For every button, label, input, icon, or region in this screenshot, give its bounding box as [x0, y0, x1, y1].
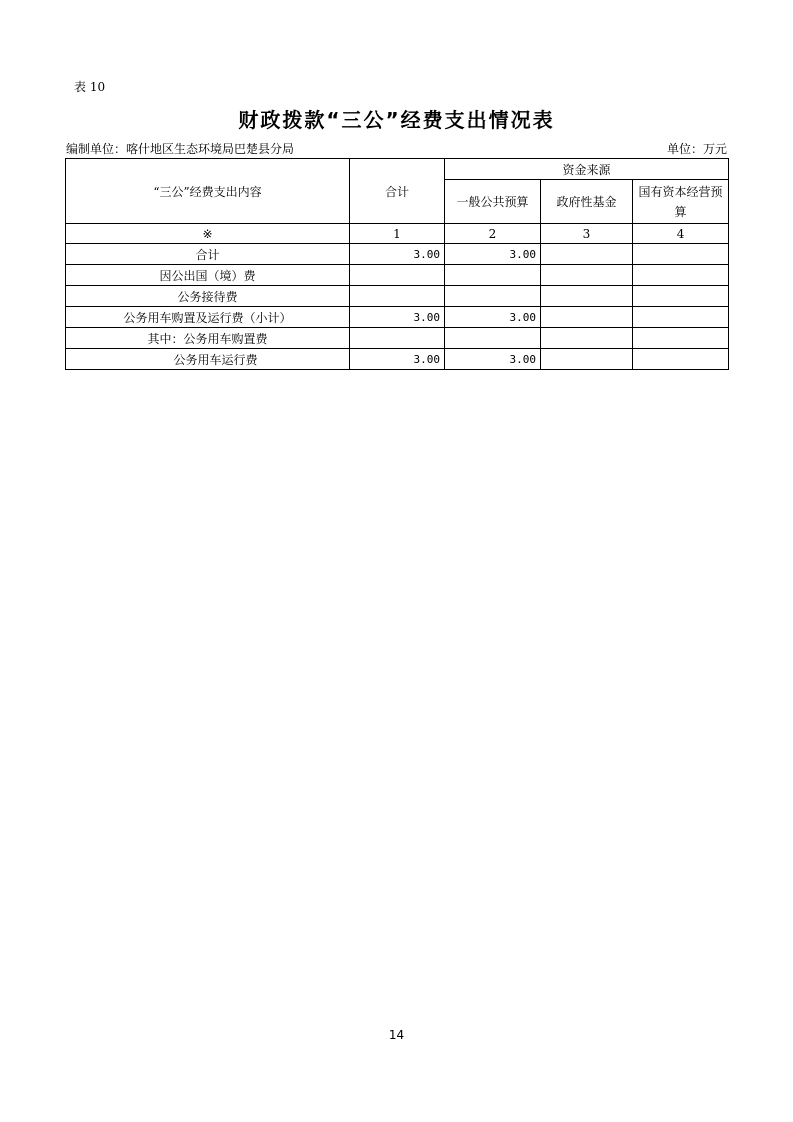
row-label: 合计	[66, 244, 350, 265]
cell-state	[633, 307, 729, 328]
cell-general	[445, 328, 541, 349]
cell-state	[633, 265, 729, 286]
cell-gov	[541, 328, 633, 349]
cell-total: 3.00	[350, 349, 445, 370]
cell-total	[350, 265, 445, 286]
header-general-budget: 一般公共预算	[445, 180, 541, 224]
cell-gov	[541, 265, 633, 286]
index-cell: 1	[350, 224, 445, 244]
index-cell: 2	[445, 224, 541, 244]
cell-total	[350, 286, 445, 307]
table-row-total	[66, 244, 729, 265]
cell-state	[633, 349, 729, 370]
org-name: 编制单位：喀什地区生态环境局巴楚县分局	[66, 142, 295, 156]
cell-state	[633, 244, 729, 265]
cell-gov	[541, 349, 633, 370]
cell-gov	[541, 307, 633, 328]
row-label: 因公出国（境）费	[66, 265, 350, 286]
expense-table	[65, 158, 729, 370]
cell-state	[633, 286, 729, 307]
header-state-capital: 国有资本经营预算	[633, 180, 729, 224]
header-gov-fund: 政府性基金	[541, 180, 633, 224]
cell-state	[633, 328, 729, 349]
table-number: 表 10	[74, 80, 106, 94]
cell-gov	[541, 286, 633, 307]
index-row	[66, 224, 729, 244]
cell-total	[350, 328, 445, 349]
table-row	[66, 328, 729, 349]
row-label: 其中：公务用车购置费	[66, 328, 350, 349]
header-content: “三公”经费支出内容	[66, 159, 350, 224]
page-title: 财政拨款“三公”经费支出情况表	[238, 108, 555, 132]
cell-gov	[541, 244, 633, 265]
index-cell: 4	[633, 224, 729, 244]
cell-general	[445, 286, 541, 307]
page-number: 14	[388, 1028, 405, 1042]
header-funding-source: 资金来源	[445, 159, 729, 180]
row-label: 公务用车购置及运行费（小计）	[66, 307, 350, 328]
table-row	[66, 286, 729, 307]
cell-total: 3.00	[350, 244, 445, 265]
cell-general	[445, 265, 541, 286]
unit-label: 单位：万元	[666, 142, 727, 156]
row-label: 公务用车运行费	[66, 349, 350, 370]
table-row	[66, 265, 729, 286]
table-row	[66, 349, 729, 370]
cell-general: 3.00	[445, 349, 541, 370]
header-total: 合计	[350, 159, 445, 224]
cell-total: 3.00	[350, 307, 445, 328]
row-label: 公务接待费	[66, 286, 350, 307]
index-cell: ※	[66, 224, 350, 244]
index-cell: 3	[541, 224, 633, 244]
cell-general: 3.00	[445, 244, 541, 265]
table-row-subtotal	[66, 307, 729, 328]
cell-general: 3.00	[445, 307, 541, 328]
